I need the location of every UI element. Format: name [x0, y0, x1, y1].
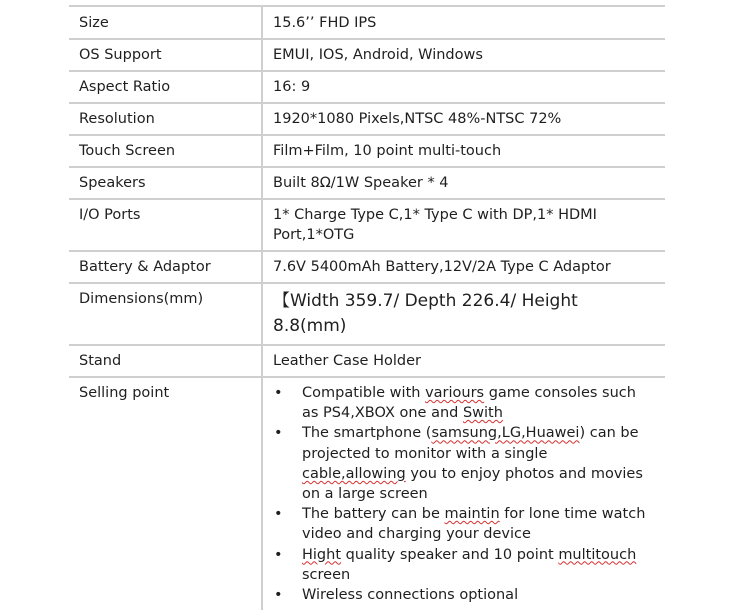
selling-point-text: Compatible with — [302, 385, 426, 401]
spec-label: Battery & Adaptor — [69, 251, 262, 283]
spellcheck-flagged-word: maintin — [444, 506, 500, 523]
bullet-icon: • — [274, 385, 283, 401]
spec-value: EMUI, IOS, Android, Windows — [262, 39, 665, 71]
spec-value: 【Width 359.7/ Depth 226.4/ Height 8.8(mm) — [262, 283, 665, 345]
spec-row-stand — [69, 345, 665, 377]
spellcheck-flagged-word: multitouch — [558, 546, 637, 563]
selling-point-text: screen — [302, 566, 351, 583]
spec-row-speakers — [69, 167, 665, 199]
spec-table — [69, 5, 665, 610]
spec-row-battery-adaptor — [69, 251, 665, 283]
spec-row-selling-point — [69, 377, 665, 610]
spec-row-size — [69, 6, 665, 39]
spec-value: 15.6’’ FHD IPS — [262, 6, 665, 39]
selling-point-text: for lone time watch video and charging your device — [302, 506, 646, 543]
spellcheck-flagged-word: Hight — [302, 546, 342, 563]
spec-label: Resolution — [69, 103, 262, 135]
spec-label: Stand — [69, 345, 262, 377]
spec-label: OS Support — [69, 39, 262, 71]
selling-point-text: you to enjoy photos and movies on a large screen — [302, 465, 643, 503]
spec-label: Dimensions(mm) — [69, 283, 262, 345]
spec-row-touch-screen — [69, 135, 665, 167]
spec-row-io-ports — [69, 199, 665, 251]
bullet-icon: • — [274, 587, 283, 604]
bullet-icon: • — [274, 546, 283, 563]
spec-value: Leather Case Holder — [262, 345, 665, 377]
spec-value: Film+Film, 10 point multi-touch — [262, 135, 665, 167]
spec-label: Speakers — [69, 167, 262, 199]
selling-point-item — [273, 383, 655, 423]
spec-row-dimensions — [69, 283, 665, 345]
bullet-icon: • — [274, 425, 283, 442]
spec-value: 1* Charge Type C,1* Type C with DP,1* HDMI Port,1*OTG — [262, 199, 665, 251]
spec-label: Touch Screen — [69, 135, 262, 167]
spec-label: I/O Ports — [69, 199, 262, 251]
spellcheck-flagged-word: Swith — [462, 405, 503, 422]
spellcheck-flagged-word: cable,allowing — [302, 465, 406, 482]
spec-row-os-support — [69, 39, 665, 71]
bullet-icon: • — [274, 506, 283, 523]
spec-label: Selling point — [69, 377, 262, 610]
selling-point-text: The battery can be — [302, 506, 445, 523]
spellcheck-flagged-word: variours — [425, 385, 485, 401]
selling-point-text: quality speaker and 10 point — [341, 546, 559, 563]
selling-point-list — [273, 383, 655, 605]
selling-point-text: game consoles such as PS4,XBOX one and — [302, 385, 636, 422]
selling-point-item — [273, 504, 655, 544]
selling-point-text: Wireless connections optional — [302, 587, 519, 604]
spec-row-resolution — [69, 103, 665, 135]
spec-value: Built 8Ω/1W Speaker * 4 — [262, 167, 665, 199]
selling-point-item — [273, 585, 655, 605]
spec-label: Size — [69, 6, 262, 39]
spec-value: 16: 9 — [262, 71, 665, 103]
selling-point-text: The smartphone ( — [302, 425, 432, 442]
spellcheck-flagged-word: samsung,LG,Huawei — [431, 425, 580, 442]
spec-row-aspect-ratio — [69, 71, 665, 103]
spec-value: 7.6V 5400mAh Battery,12V/2A Type C Adaptor — [262, 251, 665, 283]
spec-value: 1920*1080 Pixels,NTSC 48%-NTSC 72% — [262, 103, 665, 135]
selling-point-item — [273, 423, 655, 504]
selling-point-text: ) can be projected to monitor with a single — [302, 425, 639, 462]
selling-point-item — [273, 545, 655, 585]
selling-point-list-cell — [262, 377, 665, 610]
spec-label: Aspect Ratio — [69, 71, 262, 103]
